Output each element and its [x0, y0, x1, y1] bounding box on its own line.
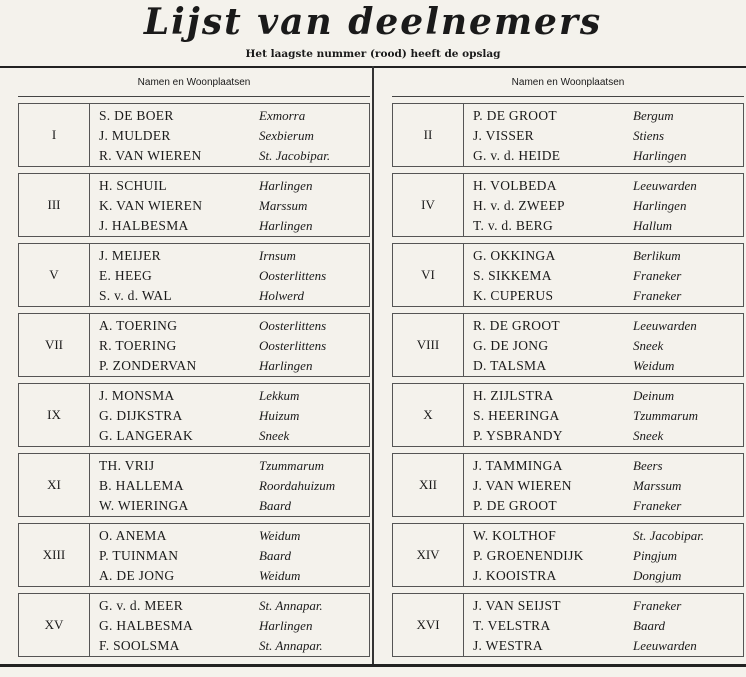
group-number: XVI: [393, 594, 464, 656]
group-number: VIII: [393, 314, 464, 376]
player-group: [392, 243, 744, 307]
player-name: A. TOERING: [99, 318, 178, 333]
group-players: [465, 386, 698, 446]
player-row: [465, 526, 704, 546]
player-name: P. DE GROOT: [473, 498, 557, 513]
player-name: R. TOERING: [99, 338, 177, 353]
player-place: Oosterlittens: [259, 338, 327, 353]
player-group: [392, 383, 744, 447]
player-place: Pingjum: [633, 548, 678, 563]
player-row: [91, 316, 326, 336]
player-place: Marssum: [259, 198, 308, 213]
group-number: XV: [19, 594, 90, 656]
group-number: V: [19, 244, 90, 306]
player-row: [91, 526, 300, 546]
player-row: [91, 546, 300, 566]
group-number: IX: [19, 384, 90, 446]
player-row: [91, 476, 335, 496]
player-name: R. DE GROOT: [473, 318, 560, 333]
player-name: W. KOLTHOF: [473, 528, 557, 543]
player-name: H. ZIJLSTRA: [473, 388, 554, 403]
player-name: G. DIJKSTRA: [99, 408, 183, 423]
player-row: [91, 356, 326, 376]
player-place: Leeuwarden: [633, 638, 697, 653]
group-players: [91, 106, 330, 166]
player-group: [18, 103, 370, 167]
player-place: Berlikum: [633, 248, 681, 263]
player-name: G. DE JONG: [473, 338, 549, 353]
player-group: [18, 453, 370, 517]
player-name: T. VELSTRA: [473, 618, 551, 633]
player-group: [18, 523, 370, 587]
group-number: XIII: [19, 524, 90, 586]
group-players: [91, 316, 326, 376]
player-name: J. VAN WIEREN: [473, 478, 572, 493]
player-name: G. HALBESMA: [99, 618, 194, 633]
player-name: J. VAN SEIJST: [473, 598, 561, 613]
player-row: [91, 636, 323, 656]
group-number: VI: [393, 244, 464, 306]
player-row: [91, 456, 335, 476]
group-players: [465, 106, 686, 166]
column-header-left: Namen en Woonplaatsen: [18, 68, 370, 97]
player-row: [465, 336, 697, 356]
player-row: [465, 176, 697, 196]
player-row: [465, 106, 686, 126]
page-subtitle: Het laagste nummer (rood) heeft de opslag: [245, 48, 501, 60]
player-name: J. WESTRA: [473, 638, 543, 653]
player-row: [91, 126, 330, 146]
player-place: Franeker: [633, 598, 682, 613]
bottom-rule: [0, 664, 746, 667]
player-row: [465, 386, 698, 406]
player-row: [465, 196, 697, 216]
player-group: [18, 383, 370, 447]
player-name: H. VOLBEDA: [473, 178, 557, 193]
player-name: K. VAN WIEREN: [99, 198, 203, 213]
player-row: [91, 426, 299, 446]
player-place: Harlingen: [259, 178, 313, 193]
player-row: [465, 566, 704, 586]
player-row: [91, 386, 299, 406]
player-place: Harlingen: [633, 198, 687, 213]
player-row: [465, 146, 686, 166]
player-place: Harlingen: [259, 618, 313, 633]
player-place: St. Jacobipar.: [259, 148, 331, 163]
player-place: St. Annapar.: [259, 598, 323, 613]
player-row: [91, 106, 330, 126]
group-number: III: [19, 174, 90, 236]
player-place: Harlingen: [259, 218, 313, 233]
player-name: P. DE GROOT: [473, 108, 557, 123]
player-place: Marssum: [633, 478, 682, 493]
player-name: J. MULDER: [99, 128, 171, 143]
player-name: TH. VRIJ: [99, 458, 155, 473]
page-title: Lijst van deelnemers: [143, 1, 603, 43]
player-place: Holwerd: [259, 288, 305, 303]
group-players: [465, 526, 704, 586]
player-name: T. v. d. BERG: [473, 218, 554, 233]
player-group: [392, 453, 744, 517]
player-name: P. TUINMAN: [99, 548, 179, 563]
player-row: [465, 286, 681, 306]
player-place: Roordahuizum: [259, 478, 336, 493]
player-place: Huizum: [259, 408, 300, 423]
player-row: [465, 406, 698, 426]
player-group: [392, 313, 744, 377]
player-name: P. ZONDERVAN: [99, 358, 197, 373]
player-place: Irnsum: [259, 248, 296, 263]
group-players: [91, 246, 326, 306]
player-place: Sneek: [633, 338, 664, 353]
player-place: Stiens: [633, 128, 665, 143]
group-players: [91, 386, 299, 446]
player-name: J. VISSER: [473, 128, 534, 143]
player-place: Dongjum: [633, 568, 682, 583]
group-number: IV: [393, 174, 464, 236]
group-players: [91, 456, 335, 516]
player-name: J. MEIJER: [99, 248, 161, 263]
player-place: Tzummarum: [633, 408, 699, 423]
player-place: Bergum: [633, 108, 674, 123]
group-players: [91, 526, 300, 586]
player-row: [91, 406, 299, 426]
player-row: [91, 216, 312, 236]
player-place: Leeuwarden: [633, 178, 697, 193]
player-name: O. ANEMA: [99, 528, 167, 543]
player-name: J. HALBESMA: [99, 218, 189, 233]
right-column: [392, 68, 744, 657]
player-name: B. HALLEMA: [99, 478, 184, 493]
player-row: [465, 316, 697, 336]
player-row: [465, 616, 697, 636]
player-place: Franeker: [633, 268, 682, 283]
player-name: A. DE JONG: [99, 568, 175, 583]
player-row: [465, 216, 697, 236]
player-group: [18, 173, 370, 237]
player-group: [392, 523, 744, 587]
player-name: H. v. d. ZWEEP: [473, 198, 565, 213]
player-place: Weidum: [259, 568, 301, 583]
player-name: S. HEERINGA: [473, 408, 560, 423]
group-players: [465, 176, 697, 236]
player-row: [465, 636, 697, 656]
player-place: Baard: [633, 618, 666, 633]
group-number: XIV: [393, 524, 464, 586]
player-place: Deinum: [633, 388, 675, 403]
group-players: [465, 316, 697, 376]
player-name: P. GROENENDIJK: [473, 548, 584, 563]
player-name: W. WIERINGA: [99, 498, 189, 513]
player-place: Beers: [633, 458, 663, 473]
player-name: K. CUPERUS: [473, 288, 554, 303]
player-row: [465, 126, 686, 146]
player-place: Hallum: [633, 218, 672, 233]
player-place: Harlingen: [633, 148, 687, 163]
player-place: Franeker: [633, 288, 682, 303]
player-name: G. v. d. HEIDE: [473, 148, 561, 163]
player-name: F. SOOLSMA: [99, 638, 180, 653]
player-row: [465, 426, 698, 446]
player-row: [91, 336, 326, 356]
player-group: [392, 173, 744, 237]
player-place: Franeker: [633, 498, 682, 513]
player-row: [465, 546, 704, 566]
player-group: [18, 313, 370, 377]
group-number: X: [393, 384, 464, 446]
player-name: G. v. d. MEER: [99, 598, 184, 613]
player-row: [91, 146, 330, 166]
group-number: XI: [19, 454, 90, 516]
player-name: D. TALSMA: [473, 358, 547, 373]
column-header-right: Namen en Woonplaatsen: [392, 68, 744, 97]
player-row: [91, 496, 335, 516]
player-row: [91, 266, 326, 286]
player-row: [465, 266, 681, 286]
player-row: [465, 596, 697, 616]
player-place: Baard: [259, 498, 292, 513]
player-place: Baard: [259, 548, 292, 563]
player-row: [465, 356, 697, 376]
player-row: [465, 496, 681, 516]
player-place: Oosterlittens: [259, 268, 327, 283]
player-place: St. Jacobipar.: [633, 528, 705, 543]
player-row: [91, 176, 312, 196]
player-place: Harlingen: [259, 358, 313, 373]
player-place: Sneek: [259, 428, 290, 443]
group-players: [465, 456, 681, 516]
player-place: Exmorra: [259, 108, 306, 123]
player-place: Lekkum: [259, 388, 300, 403]
player-row: [465, 246, 681, 266]
player-name: G. OKKINGA: [473, 248, 556, 263]
group-players: [91, 176, 312, 236]
player-name: H. SCHUIL: [99, 178, 167, 193]
group-number: VII: [19, 314, 90, 376]
player-group: [392, 593, 744, 657]
player-name: G. LANGERAK: [99, 428, 194, 443]
player-name: J. KOOISTRA: [473, 568, 557, 583]
group-number: I: [19, 104, 90, 166]
player-name: J. MONSMA: [99, 388, 175, 403]
player-place: Tzummarum: [259, 458, 325, 473]
player-name: E. HEEG: [99, 268, 153, 283]
group-players: [465, 596, 697, 656]
player-name: S. SIKKEMA: [473, 268, 552, 283]
player-row: [465, 456, 681, 476]
group-players: [465, 246, 681, 306]
player-place: Weidum: [259, 528, 301, 543]
player-place: Sneek: [633, 428, 664, 443]
player-row: [91, 566, 300, 586]
player-name: P. YSBRANDY: [473, 428, 563, 443]
player-group: [392, 103, 744, 167]
player-group: [18, 593, 370, 657]
player-row: [91, 616, 323, 636]
group-number: II: [393, 104, 464, 166]
player-place: Oosterlittens: [259, 318, 327, 333]
group-number: XII: [393, 454, 464, 516]
player-place: Weidum: [633, 358, 675, 373]
player-place: Sexbierum: [259, 128, 314, 143]
player-row: [91, 596, 323, 616]
player-name: J. TAMMINGA: [473, 458, 563, 473]
column-divider: [372, 66, 374, 666]
player-row: [465, 476, 681, 496]
player-name: R. VAN WIEREN: [99, 148, 202, 163]
group-players: [91, 596, 323, 656]
player-name: S. DE BOER: [99, 108, 174, 123]
player-row: [91, 196, 312, 216]
player-group: [18, 243, 370, 307]
player-name: S. v. d. WAL: [99, 288, 172, 303]
player-place: St. Annapar.: [259, 638, 323, 653]
left-column: [18, 68, 370, 657]
player-row: [91, 286, 326, 306]
player-place: Leeuwarden: [633, 318, 697, 333]
player-row: [91, 246, 326, 266]
